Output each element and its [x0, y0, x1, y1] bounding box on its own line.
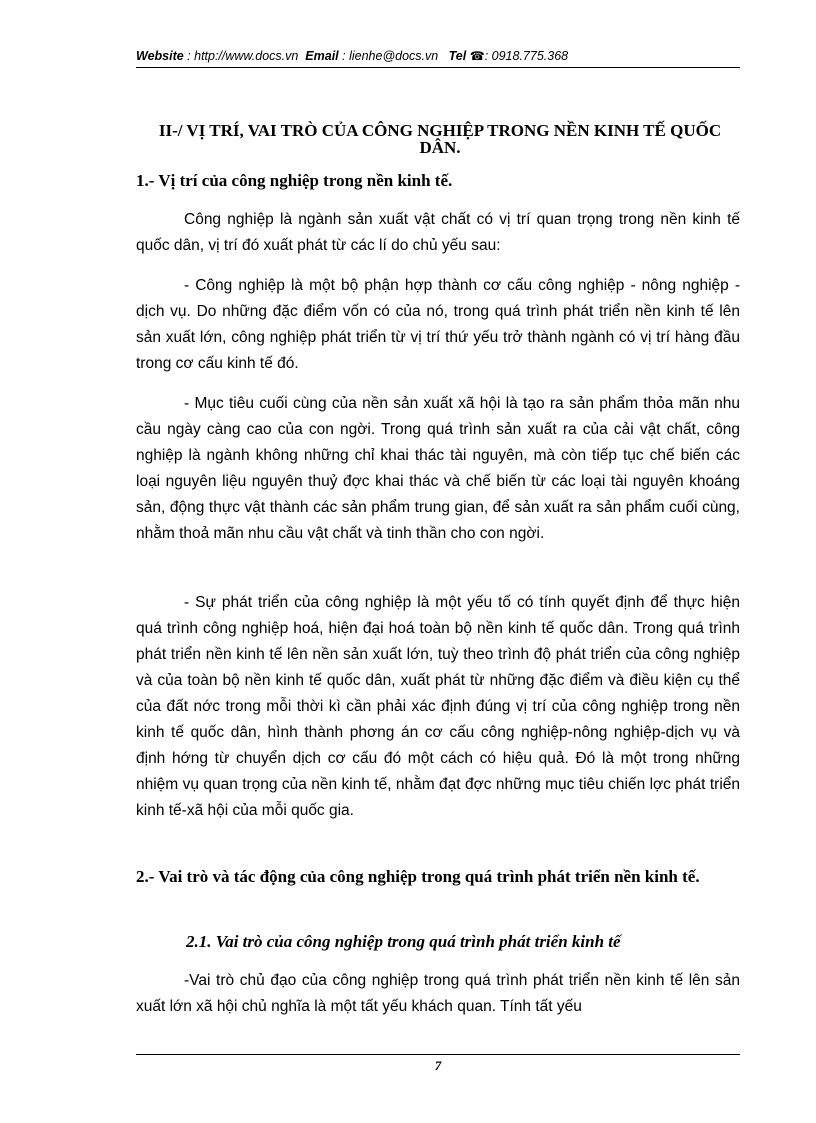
footer-divider [136, 1054, 740, 1055]
paragraph-3: - Mục tiêu cuối cùng của nền sản xuất xã hội là tạo ra sản phẩm thỏa mãn nhu cầu ngày càng cao của con ngời. Trong quá trình sản xuất ra của cải vật chất, công nghiệp là ngành không những chỉ khai thác tài nguyên, mà còn tiếp tục chế biến các loại nguyên liệu nguyên thuỷ đợc khai thác và chế biến từ các loại tài nguyên khoáng sản, động thực vật thành các sản phẩm trung gian, để sản xuất ra sản phẩm cuối cùng, nhằm thoả mãn nhu cầu vật chất và tinh thần cho con ngời. [136, 395, 740, 542]
section-1-heading: 1.- Vị trí của công nghiệp trong nền kinh tế. [136, 171, 453, 190]
document-title: II-/ VỊ TRÍ, VAI TRÒ CỦA CÔNG NGHIỆP TRONG NỀN KINH TẾ QUỐC DÂN. [158, 121, 722, 157]
paragraph-5: -Vai trò chủ đạo của công nghiệp trong quá trình phát triển nền kinh tế lên sản xuất lớn xã hội chủ nghĩa là một tất yếu khách quan. Tính tất yếu [136, 972, 740, 1015]
section-2-heading: 2.- Vai trò và tác động của công nghiệp trong quá trình phát triển nền kinh tế. [136, 867, 700, 886]
paragraph-2: - Công nghiệp là một bộ phận hợp thành cơ cấu công nghiệp - nông nghiệp -dịch vụ. Do những đặc điểm vốn có của nó, trong quá trình phát triển nền kinh tế lên sản xuất lớn, công nghiệp phát triển từ vị trí thứ yếu trở thành ngành có vị trí hàng đầu trong cơ cấu kinh tế đó. [136, 277, 740, 372]
paragraph-1: Công nghiệp là ngành sản xuất vật chất có vị trí quan trọng trong nền kinh tế quốc dân, vị trí đó xuất phát từ các lí do chủ yếu sau: [136, 211, 740, 254]
email-value: lienhe@docs.vn [349, 49, 439, 63]
page-header [136, 48, 740, 64]
tel-label: Tel [448, 49, 467, 63]
website-value: http://www.docs.vn [194, 49, 299, 63]
paragraph-4: - Sự phát triển của công nghiệp là một yếu tố có tính quyết định để thực hiện quá trình công nghiệp hoá, hiện đại hoá toàn bộ nền kinh tế quốc dân. Trong quá trình phát triển nền kinh tế lên nền sản xuất lớn, tuỳ theo trình độ phát triển của công nghiệp và của toàn bộ nền kinh tế quốc dân, xuất phát từ những đặc điểm và điều kiện cụ thể của đất nớc trong mỗi thời kì cần phải xác định đúng vị trí của công nghiệp trong nền kinh tế quốc dân, hình thành phơng án cơ cấu công nghiệp-nông nghiệp-dịch vụ và định hớng từ chuyển dịch cơ cấu đó một cách có hiệu quả. Đó là một trong những nhiệm vụ quan trọng của nền kinh tế, nhằm đạt đợc những mục tiêu chiến lợc phát triển kinh tế-xã hội của mỗi quốc gia. [136, 594, 740, 819]
phone-icon: ☎ [469, 49, 485, 63]
website-label: Website [136, 49, 184, 63]
header-divider [136, 67, 740, 68]
email-sep: : [338, 49, 350, 63]
section-2-1-subheading: 2.1. Vai trò của công nghiệp trong quá trình phát triển kinh tế [186, 932, 621, 951]
page-number: 7 [434, 1058, 442, 1073]
email-label: Email [305, 49, 339, 63]
tel-value: : 0918.775.368 [484, 49, 569, 63]
website-sep: : [183, 49, 195, 63]
